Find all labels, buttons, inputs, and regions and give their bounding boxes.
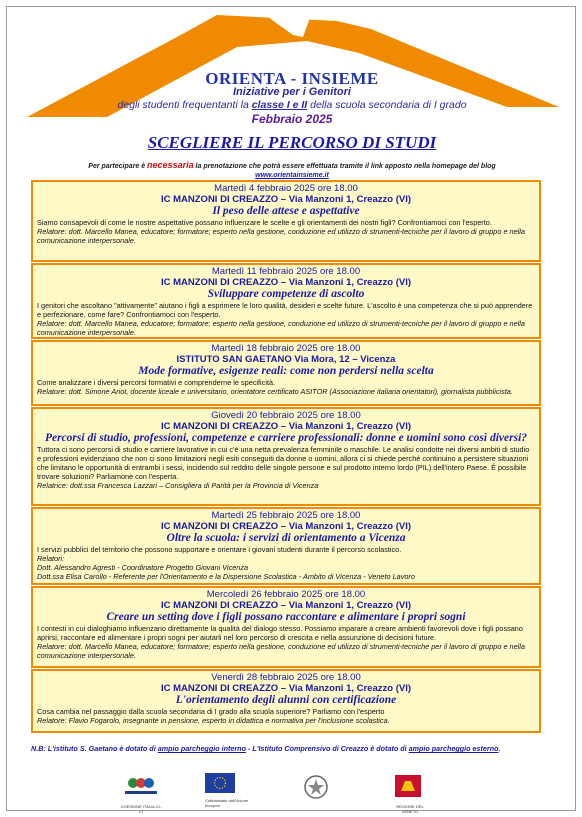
coesione-italia-icon bbox=[119, 773, 163, 799]
event-place: ISTITUTO SAN GAETANO Via Mora, 12 – Vicenza bbox=[176, 354, 396, 365]
coesione-italia-logo bbox=[119, 773, 163, 814]
event-title: Creare un setting dove i figli possano raccontare e alimentare i propri sogni bbox=[106, 611, 466, 623]
event-title: Mode formative, esigenze reali: come non perdersi nella scelta bbox=[138, 365, 434, 377]
event-place: IC MANZONI DI CREAZZO – Via Manzoni 1, Creazzo (VI) bbox=[160, 194, 411, 205]
parking-note: N.B: L'istituto S. Gaetano è dotato di ampio parcheggio interno - L'Istituto Comprensivo di Creazzo è dotato di ampio parcheggio esterno. bbox=[31, 744, 501, 753]
regione-caption: REGIONE DEL VENETO bbox=[396, 804, 424, 814]
lion-of-saint-mark-icon bbox=[393, 773, 423, 799]
eu-caption: Cofinanziato dall'Unione europea bbox=[205, 798, 249, 808]
event-box bbox=[31, 507, 541, 585]
flyer-page bbox=[6, 6, 576, 814]
event-date: Mercoledì 26 febbraio 2025 ore 18.00 bbox=[206, 589, 366, 600]
event-title: Oltre la scuola: i servizi di orientamento a Vicenza bbox=[166, 532, 406, 544]
event-description: I servizi pubblici del territorio che possono supportare e orientare i giovani studenti durante il percorso scolastico. bbox=[37, 545, 402, 554]
event-place: IC MANZONI DI CREAZZO – Via Manzoni 1, Creazzo (VI) bbox=[160, 683, 411, 694]
audience-line: degli studenti frequentanti la classe I e II della scuola secondaria di I grado bbox=[117, 99, 467, 111]
booking-note: Per partecipare è necessaria la prenotazione che potrà essere effettuata tramite il link apposto nella homepage del blog www.orientainsieme.it bbox=[88, 160, 496, 179]
event-place: IC MANZONI DI CREAZZO – Via Manzoni 1, Creazzo (VI) bbox=[160, 521, 411, 532]
eu-flag-icon bbox=[205, 773, 235, 793]
event-title: Sviluppare competenze di ascolto bbox=[207, 288, 365, 300]
event-description: I contesti in cui dialoghiamo influenzano direttamente la qualità del dialogo stesso. Possiamo imparare a creare ambienti favorevoli dove i figli possano aprirsi, raccontare ed alimentare i propri sogni per aiutarli nel loro percorso di crescita e nella assunzione di decisioni future. bbox=[37, 624, 523, 642]
event-title: L'orientamento degli alunni con certificazione bbox=[175, 694, 397, 706]
event-date: Venerdì 28 febbraio 2025 ore 18.00 bbox=[211, 672, 361, 683]
title: ORIENTA - INSIEME bbox=[205, 69, 379, 88]
event-speakers: Relatore: dott. Marcello Manea, educatore; formatore; esperto nella gestione, conduzione ed utilizzo di strumenti-tecniche per il lavoro di gruppo e nella comunicazione interpersonale. bbox=[37, 227, 525, 245]
republic-emblem-icon bbox=[303, 773, 329, 803]
event-speakers: Relatori: Dott. Alessandro Agresti - Coordinatore Progetto Giovani Vicenza Dott.ssa Elisa Carollo - Referente per l'Orientamento e la Dispersione Scolastica - Ambito di Vicenza - Veneto Lavoro bbox=[37, 554, 415, 581]
event-speakers: Relatore: dott. Simone Ariot, docente liceale e universitario, orientatore certificato ASITOR (Associazione italiana orientatori), giornalista pubblicista. bbox=[37, 387, 513, 396]
event-date: Giovedì 20 febbraio 2025 ore 18.00 bbox=[211, 410, 361, 421]
event-place: IC MANZONI DI CREAZZO – Via Manzoni 1, Creazzo (VI) bbox=[160, 277, 411, 288]
subtitle: Iniziative per i Genitori bbox=[233, 86, 351, 98]
event-description: Cosa cambia nel passaggio dalla scuola secondaria di I grado alla scuola superiore? Parliamo con l'esperto bbox=[37, 707, 385, 716]
event-box bbox=[31, 669, 541, 733]
eu-logo bbox=[205, 773, 261, 808]
event-speakers: Relatore: dott. Marcello Manea, educatore; formatore; esperto nella gestione, conduzione ed utilizzo di strumenti-tecniche per il lavoro di gruppo e nella comunicazione interpersonale. bbox=[37, 642, 525, 660]
coesione-caption: COESIONE ITALIA 21-27 bbox=[120, 804, 162, 814]
month: Febbraio 2025 bbox=[251, 112, 333, 126]
event-description: Come analizzare i diversi percorsi formativi e comprenderne le specificità. bbox=[37, 378, 276, 387]
event-speakers: Relatore: dott. Marcello Manea, educatore; formatore; esperto nella gestione, conduzione ed utilizzo di strumenti-tecniche per il lavoro di gruppo e nella comunicazione interpersonale. bbox=[37, 319, 525, 337]
event-box bbox=[31, 340, 541, 406]
event-description: Tuttora ci sono percorsi di studio e carriere lavorative in cui c'è una netta prevalenza femminile o maschile. Le analisi condotte nei diversi ambiti di studio e professioni evidenziano che non ci sono limitazioni negli esiti conseguiti da donne o uomini, allora ci si chiede perché continuino a persistere situazioni che limitano le opportunità di entrambi i sessi, incidendo sul reddito delle singole persone e sul prodotto interno lordo (PIL) dell'intero Paese. È possibile trovare soluzioni? Parliamone con l'esperta. bbox=[37, 445, 530, 481]
blog-link[interactable]: www.orientainsieme.it bbox=[255, 172, 329, 179]
event-box bbox=[31, 407, 541, 506]
event-place: IC MANZONI DI CREAZZO – Via Manzoni 1, Creazzo (VI) bbox=[160, 600, 411, 611]
event-title: Il peso delle attese e aspettative bbox=[212, 205, 360, 217]
event-description: I genitori che ascoltano "attivamente" aiutano i figli a esprimere le loro qualità, desideri e scelte future. L'ascolto è una competenza che si può apprendere e perfezionare, come fare? Confrontiamoci con l'esperto. bbox=[37, 301, 533, 319]
event-date: Martedì 4 febbraio 2025 ore 18.00 bbox=[214, 183, 358, 194]
event-box bbox=[31, 586, 541, 668]
event-title: Percorsi di studio, professioni, competenze e carriere professionali: donne e uomini sono così diversi? bbox=[44, 432, 528, 444]
event-place: IC MANZONI DI CREAZZO – Via Manzoni 1, Creazzo (VI) bbox=[160, 421, 411, 432]
event-date: Martedì 25 febbraio 2025 ore 18.00 bbox=[211, 510, 361, 521]
italian-republic-emblem bbox=[303, 773, 329, 808]
event-speakers: Relatrice: dott.ssa Francesca Lazzari – Consigliera di Parità per la Provincia di Vicenza bbox=[37, 481, 319, 490]
event-box bbox=[31, 263, 541, 339]
headline: SCEGLIERE IL PERCORSO DI STUDI bbox=[147, 133, 437, 152]
regione-veneto-logo bbox=[393, 773, 427, 814]
event-date: Martedì 18 febbraio 2025 ore 18.00 bbox=[211, 343, 361, 354]
event-speakers: Relatore: Flavio Fogarolo, insegnante in pensione, esperto in didattica e normativa per l'inclusione scolastica. bbox=[37, 716, 390, 725]
event-date: Martedì 11 febbraio 2025 ore 18.00 bbox=[211, 266, 361, 277]
event-box bbox=[31, 180, 541, 262]
event-description: Siamo consapevoli di come le nostre aspettative possano influenzare le scelte e gli orientamenti dei nostri figli? Confrontiamoci con l'esperto. bbox=[37, 218, 492, 227]
